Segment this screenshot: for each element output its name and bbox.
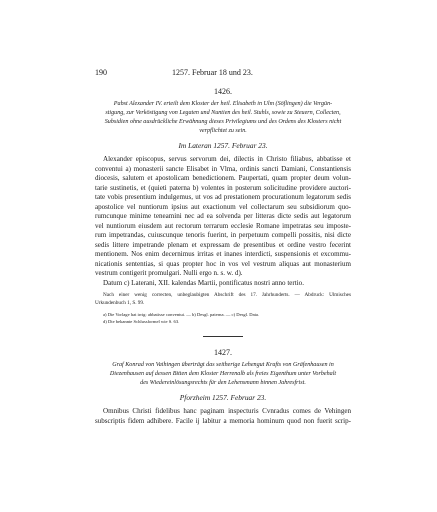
charter-text-line: rum impetrandas, cuiuscunque tenoris fuerint, in perpetuum compelli possitis, nisi dicte: [95, 231, 351, 239]
datum-line: Datum c) Laterani, XII. kalendas Martii, pontificatus nostri anno tertio.: [103, 278, 304, 287]
regest-line: Subsidien ohne ausdrückliche Erwähnung dieses Privilegiums und des Ordens des Klosters nicht: [104, 119, 342, 125]
charter-text-line: apostolice vel nuntiorum ipsius aut exactionum vel collectarum seu subsidiorum quo-: [95, 202, 351, 211]
footnote: a) Die Vorlage hat irrig: abbatisse conventui. — b) Desgl. paterna. — c) Desgl. Data.: [103, 312, 260, 317]
charter-text-line: Omnibus Christi fidelibus hanc paginam inspecturis Cvnradus comes de Vehingen: [103, 407, 351, 415]
document-number-1427: 1427.: [214, 348, 232, 357]
document-date: Im Lateran 1257. Februar 23.: [178, 141, 268, 150]
charter-text-line: nicationis sententias, si quas propter hoc in vos vel vestrum aliquas aut monasterium: [95, 259, 351, 268]
source-note: Nach einer wenig correcten, unbeglaubigten Abschrift des 17. Jahrhunderts. — Abdruck: Ulmisches: [103, 292, 351, 298]
charter-text-line: subscriptis fidem adhibere. Facile ij labitur a memoria hominum quod non fuerit scrip-: [95, 416, 351, 425]
document-number-1426: 1426.: [214, 87, 232, 96]
running-title: 1257. Februar 18 und 23.: [172, 68, 253, 77]
charter-text-line: diocesis, salutem et apostolicam benedictionem. Paupertati, quam propter deum volun-: [95, 174, 351, 182]
charter-text-line: sedis littere impetrande plenam et expressam de presentibus et ordine vestro fecerint: [95, 240, 351, 249]
page-number: 190: [95, 68, 107, 77]
regest-line: des Wiedereinlösungsrechts für den Lehensmann binnen Jahresfrist.: [140, 380, 306, 386]
document-date: Pforzheim 1257. Februar 23.: [179, 393, 267, 402]
charter-text-line: tarie sustinetis, et (quieti paterna b) volentes in posterum solicitudine providere auctori-: [95, 183, 351, 192]
source-note: Urkundenbuch 1, S. 99.: [95, 300, 145, 306]
charter-text-line: Alexander episcopus, servus servorum dei, dilectis in Christo filiabus, abbatisse et: [103, 155, 351, 163]
regest-line: Diezenhausen auf dessen Bitten dem Kloster Herrenalb als freies Eigenthum unter Vorbehalt: [109, 371, 337, 377]
regest-line: Pabst Alexander IV. erteilt dem Kloster der heil. Elisabeth in Ulm (Söflingen) die Vergün-: [113, 101, 333, 107]
regest-line: stigung, zur Verköstigung von Legaten und Nuntien des heil. Stuhls, sowie zu Steuern, Collecten,: [105, 110, 341, 116]
charter-text-line: vel nuntiorum eiusdem aut rectorum terrarum ecclesie Romane impetratas seu imposte-: [95, 221, 351, 230]
regest-line: verpflichtet zu sein.: [199, 128, 247, 134]
charter-text-line: conventui a) monasterii sancte Elisabet in Vlma, ordinis sancti Damiani, Constantiensis: [95, 164, 351, 173]
charter-text-line: rumcunque minime teneamini nec ad ea solvenda per litteras dicte sedis aut legatorum: [95, 212, 351, 220]
footnote: d) Die bekannte Schlussformel wie S. 63.: [103, 319, 180, 324]
section-divider: [203, 336, 243, 337]
regest-line: Graf Konrad von Vaihingen überträgt das seitherige Lehengut Krafts von Gräfenhausen in: [112, 362, 334, 368]
charter-text-line: vestrum contigerit promulgari. Nulli ergo n. s. w. d).: [95, 269, 243, 277]
charter-text-line: mentionem. Nos enim decernimus irritas et inanes interdicti, suspensionis et excommu-: [95, 250, 351, 258]
charter-text-line: tate vobis presentium indulgemus, ut vos ad prestationem procurationum legatorum sedis: [95, 193, 351, 201]
